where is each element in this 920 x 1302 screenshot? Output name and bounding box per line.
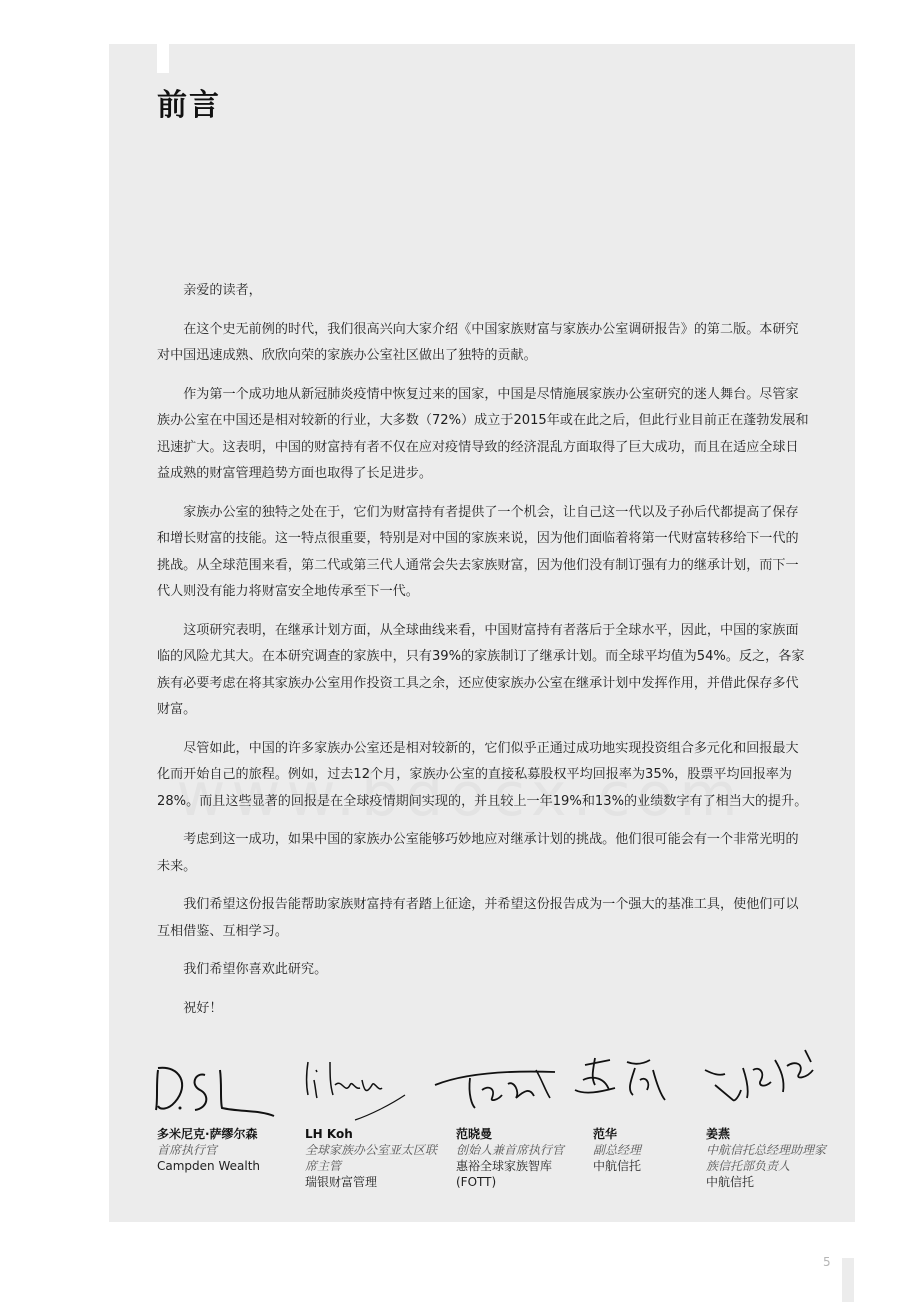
- signature-1: [150, 1040, 280, 1130]
- paragraph: 在这个史无前例的时代，我们很高兴向大家介绍《中国家族财富与家族办公室调研报告》的第二版。本研究对中国迅速成熟、欣欣向荣的家族办公室社区做出了独特的贡献。: [157, 321, 799, 363]
- signatory-name: 范晓曼: [456, 1127, 493, 1141]
- signatory-title: 中航信托总经理助理家族信托部负责人: [706, 1143, 827, 1173]
- signature-5: [695, 1040, 825, 1130]
- page-title: 前言: [157, 88, 221, 123]
- signatory-name: LH Koh: [305, 1127, 353, 1141]
- signature-1-image: [150, 1040, 280, 1130]
- signature-5-image: [695, 1040, 825, 1130]
- signatory-org: 瑞银财富管理: [305, 1175, 378, 1189]
- signature-4: [565, 1040, 685, 1130]
- signature-3: [430, 1040, 560, 1130]
- signatory-5: [706, 1126, 826, 1190]
- signatory-org: 中航信托: [593, 1159, 642, 1173]
- signatory-org: 中航信托: [706, 1175, 755, 1189]
- signatory-4: [593, 1126, 688, 1174]
- signatory-3: [456, 1126, 581, 1190]
- closing: 祝好！: [183, 1000, 223, 1016]
- paragraph: 我们希望这份报告能帮助家族财富持有者踏上征途，并希望这份报告成为一个强大的基准工具，使他们可以互相借鉴、互相学习。: [157, 897, 799, 939]
- signature-2-image: [300, 1040, 430, 1130]
- signatory-1: [157, 1126, 287, 1174]
- signatory-org: 惠裕全球家族智库(FOTT): [456, 1159, 553, 1189]
- signatory-name: 姜燕: [706, 1127, 731, 1141]
- paragraph: 家族办公室的独特之处在于，它们为财富持有者提供了一个机会，让自己这一代以及子孙后代都提高了保存和增长财富的技能。这一特点很重要，特别是对中国的家族来说，因为他们面临着将第一代财富转移给下一代的挑战。从全球范围来看，第二代或第三代人通常会失去家族财富，因为他们没有制订强有力的继承计划，而下一代人则没有能力将财富安全地传承至下一代。: [157, 504, 799, 599]
- signature-2: [300, 1040, 430, 1130]
- salutation: 亲爱的读者，: [183, 283, 262, 298]
- signatory-name: 范华: [593, 1127, 618, 1141]
- signatory-2: [305, 1126, 440, 1190]
- letter-body: [157, 278, 809, 1034]
- paragraph: 我们希望你喜欢此研究。: [183, 962, 328, 977]
- signature-4-image: [565, 1040, 685, 1130]
- paragraph: 作为第一个成功地从新冠肺炎疫情中恢复过来的国家，中国是尽情施展家族办公室研究的迷人舞台。尽管家族办公室在中国还是相对较新的行业，大多数（72%）成立于2015年或在此之后，但此行业目前正在蓬勃发展和迅速扩大。这表明，中国的财富持有者不仅在应对疫情导致的经济混乱方面取得了巨大成功，而且在适应全球日益成熟的财富管理趋势方面也取得了长足进步。: [157, 386, 809, 481]
- page-number: 5: [823, 1255, 831, 1269]
- signatory-title: 首席执行官: [157, 1143, 218, 1157]
- signatory-title: 副总经理: [593, 1143, 642, 1157]
- signatory-title: 全球家族办公室亚太区联席主管: [305, 1143, 438, 1173]
- top-tab-marker: [157, 44, 169, 73]
- signature-3-image: [430, 1040, 560, 1130]
- paragraph: 考虑到这一成功，如果中国的家族办公室能够巧妙地应对继承计划的挑战。他们很可能会有一个非常光明的未来。: [157, 832, 799, 874]
- signatory-name: 多米尼克·萨缪尔森: [157, 1127, 258, 1141]
- signatory-title: 创始人兼首席执行官: [456, 1143, 565, 1157]
- paragraph: 这项研究表明，在继承计划方面，从全球曲线来看，中国财富持有者落后于全球水平，因此，中国的家族面临的风险尤其大。在本研究调查的家族中，只有39%的家族制订了继承计划。而全球平均值为54%。反之，各家族有必要考虑在将其家族办公室用作投资工具之余，还应使家族办公室在继承计划中发挥作用，并借此保存多代财富。: [157, 622, 805, 717]
- signatory-org: Campden Wealth: [157, 1159, 261, 1173]
- paragraph: 尽管如此，中国的许多家族办公室还是相对较新的，它们似乎正通过成功地实现投资组合多元化和回报最大化而开始自己的旅程。例如，过去12个月，家族办公室的直接私募股权平均回报率为35%，股票平均回报率为28%。而且这些显著的回报是在全球疫情期间实现的，并且较上一年19%和13%的业绩数字有了相当大的提升。: [157, 740, 808, 809]
- bottom-tab-marker: [842, 1258, 854, 1302]
